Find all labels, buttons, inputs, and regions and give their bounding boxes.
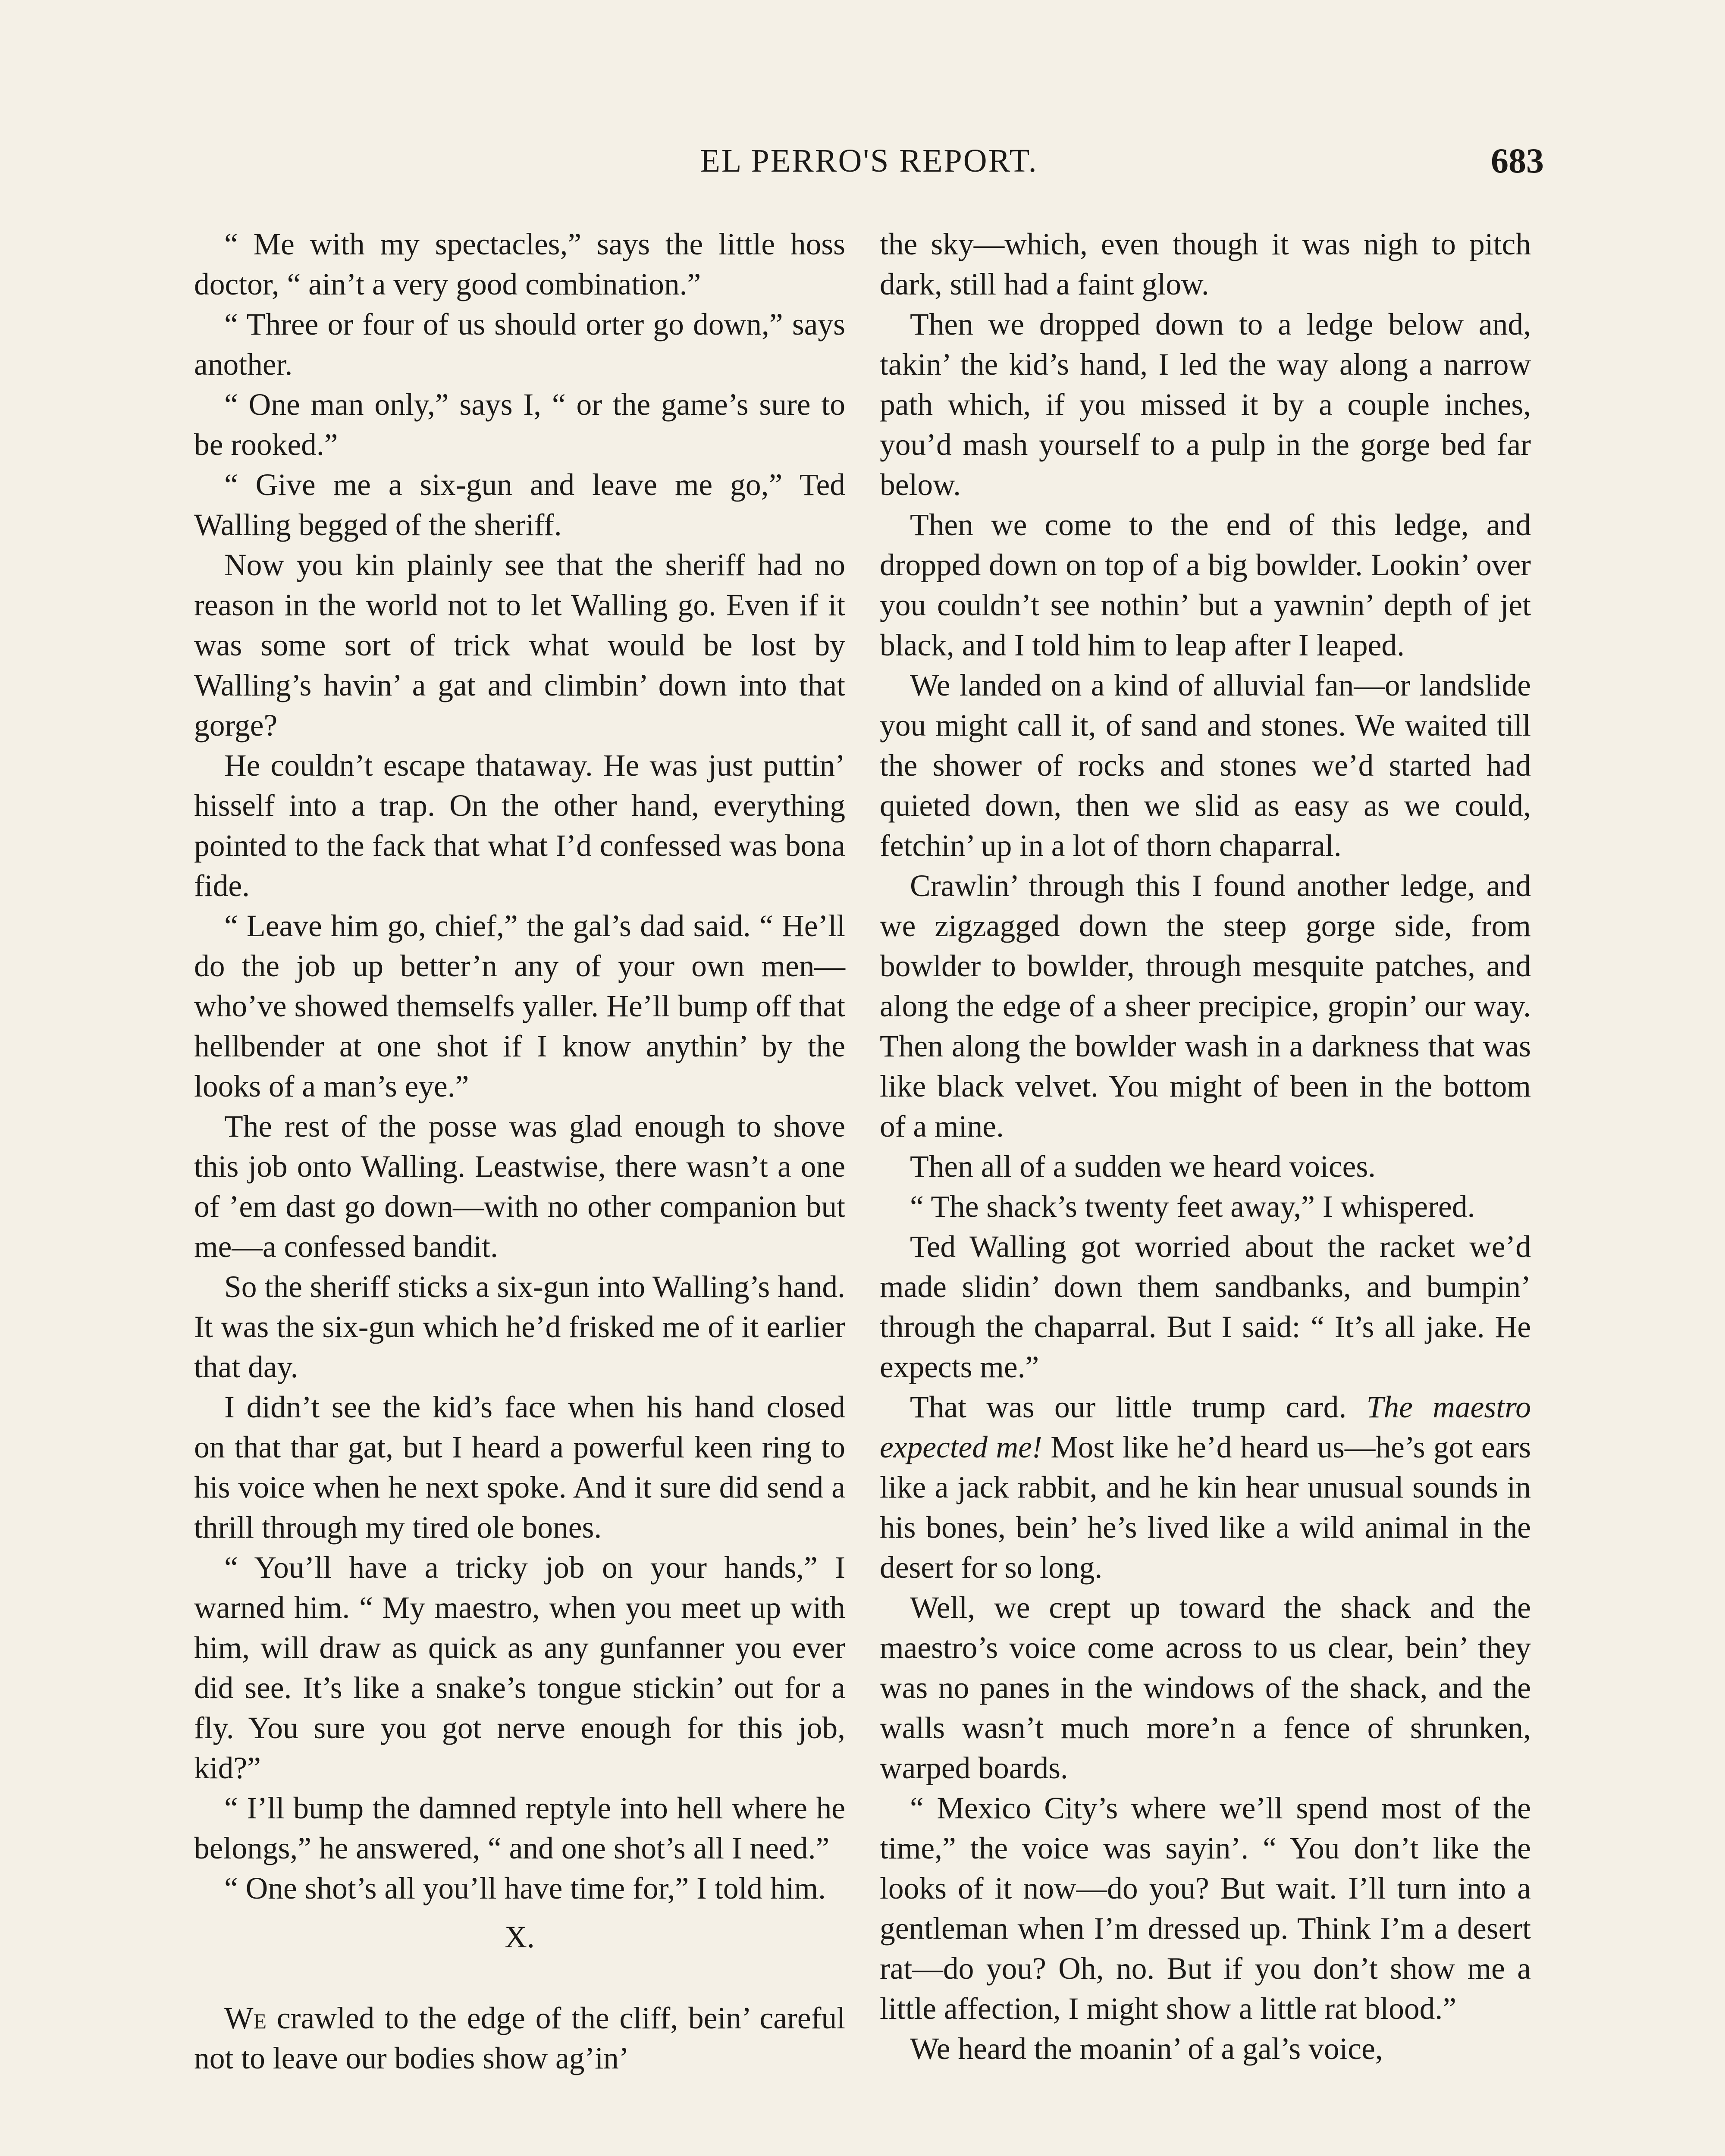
paragraph: “ Me with my spectacles,” says the little hoss doctor, “ ain’t a very good combination.” [194,227,845,301]
paragraph: “ Mexico City’s where we’ll spend most of the time,” the voice was sayin’. “ You don’t like the looks of it now—do you? But wait. I’ll turn into a gentleman when I’m dressed up. Think I’m a desert rat—do you? Oh, no. But if you don’t show me a little affection, I might show a little rat blood.” [880,1791,1531,2026]
paragraph: “ One shot’s all you’ll have time for,” I told him. [224,1871,826,1905]
paragraph: “ One man only,” says I, “ or the game’s sure to be rooked.” [194,388,845,462]
paragraph: Then all of a sudden we heard voices. [910,1150,1376,1184]
paragraph-text: Most like he’d heard us—he’s got ears like a jack rabbit, and he kin hear unusual sounds in his bones, bein’ he’s lived like a wild animal in the desert for so long. [880,1430,1531,1585]
paragraph: He couldn’t escape thataway. He was just puttin’ hisself into a trap. On the other hand, everything pointed to the fack that what I’d confessed was bona fide. [194,749,845,903]
paragraph: The rest of the posse was glad enough to shove this job onto Walling. Leastwise, there wasn’t a one of ’em dast go down—with no other companion but me—a confessed bandit. [194,1109,845,1264]
paragraph: I didn’t see the kid’s face when his hand closed on that thar gat, but I heard a powerful keen ring to his voice when he next spoke. And it sure did send a thrill through my tired ole bones. [194,1390,845,1545]
paragraph: So the sheriff sticks a six-gun into Walling’s hand. It was the six-gun which he’d frisked me of it earlier that day. [194,1270,845,1384]
paragraph: “ The shack’s twenty feet away,” I whispered. [910,1190,1475,1224]
paragraph-text: crawled to the edge of the cliff, bein’ careful not to leave our bodies show ag’in’ [194,2001,845,2075]
right-column [880,224,1531,2069]
running-title: EL PERRO'S REPORT. [700,143,1038,179]
page-number: 683 [1491,141,1544,180]
drop-word: We [224,2001,267,2035]
paragraph-continued: the sky—which, even though it was nigh to pitch dark, still had a faint glow. [880,227,1531,301]
paragraph: “ I’ll bump the damned reptyle into hell where he belongs,” he answered, “ and one shot’s all I need.” [194,1791,845,1865]
paragraph: “ Three or four of us should orter go down,” says another. [194,307,845,382]
paragraph: We heard the moanin’ of a gal’s voice, [910,2032,1383,2066]
paragraph: We landed on a kind of alluvial fan—or landslide you might call it, of sand and stones. We waited till the shower of rocks and stones we’d started had quieted down, then we slid as easy as we could, fetchin’ up in a lot of thorn chaparral. [880,668,1531,863]
paragraph: Crawlin’ through this I found another ledge, and we zigzagged down the steep gorge side, from bowlder to bowlder, through mesquite patches, and along the edge of a sheer precipice, gropin’ our way. Then along the bowlder wash in a darkness that was like black velvet. You might of been in the bottom of a mine. [880,869,1531,1144]
paragraph: Ted Walling got worried about the racket we’d made slidin’ down them sandbanks, and bumpin’ through the chaparral. But I said: “ It’s all jake. He expects me.” [880,1230,1531,1384]
paragraph: Then we come to the end of this ledge, and dropped down on top of a big bowlder. Lookin’ over you couldn’t see nothin’ but a yawnin’ depth of jet black, and I told him to leap after I leaped. [880,508,1531,662]
paragraph: “ Give me a six-gun and leave me go,” Ted Walling begged of the sheriff. [194,468,845,542]
running-header [194,137,1544,185]
paragraph: Then we dropped down to a ledge below and, takin’ the kid’s hand, I led the way along a narrow path which, if you missed it by a couple inches, you’d mash yourself to a pulp in the gorge bed far below. [880,307,1531,502]
paragraph-text: That was our little trump card. [910,1390,1367,1424]
italic-emphasis: The maestro expected me! [880,1390,1531,1464]
paragraph [194,1998,845,2078]
paragraph: Now you kin plainly see that the sheriff had no reason in the world not to let Walling go. Even if it was some sort of trick what would be lost by Walling’s havin’ a gat and climbin’ down into that gorge? [194,548,845,743]
left-column [194,224,845,2078]
paragraph: “ You’ll have a tricky job on your hands,” I warned him. “ My maestro, when you meet up with him, will draw as quick as any gunfanner you ever did see. It’s like a snake’s tongue stickin’ out for a fly. You sure you got nerve enough for this job, kid?” [194,1551,845,1785]
paragraph [880,1387,1531,1588]
section-heading: X. [505,1920,535,1954]
paragraph: Well, we crept up toward the shack and the maestro’s voice come across to us clear, bein’ they was no panes in the windows of the shack, and the walls wasn’t much more’n a fence of shrunken, warped boards. [880,1591,1531,1785]
paragraph: “ Leave him go, chief,” the gal’s dad said. “ He’ll do the job up better’n any of your own men—who’ve showed themselfs yaller. He’ll bump off that hellbender at one shot if I know anythin’ by the looks of a man’s eye.” [194,909,845,1103]
